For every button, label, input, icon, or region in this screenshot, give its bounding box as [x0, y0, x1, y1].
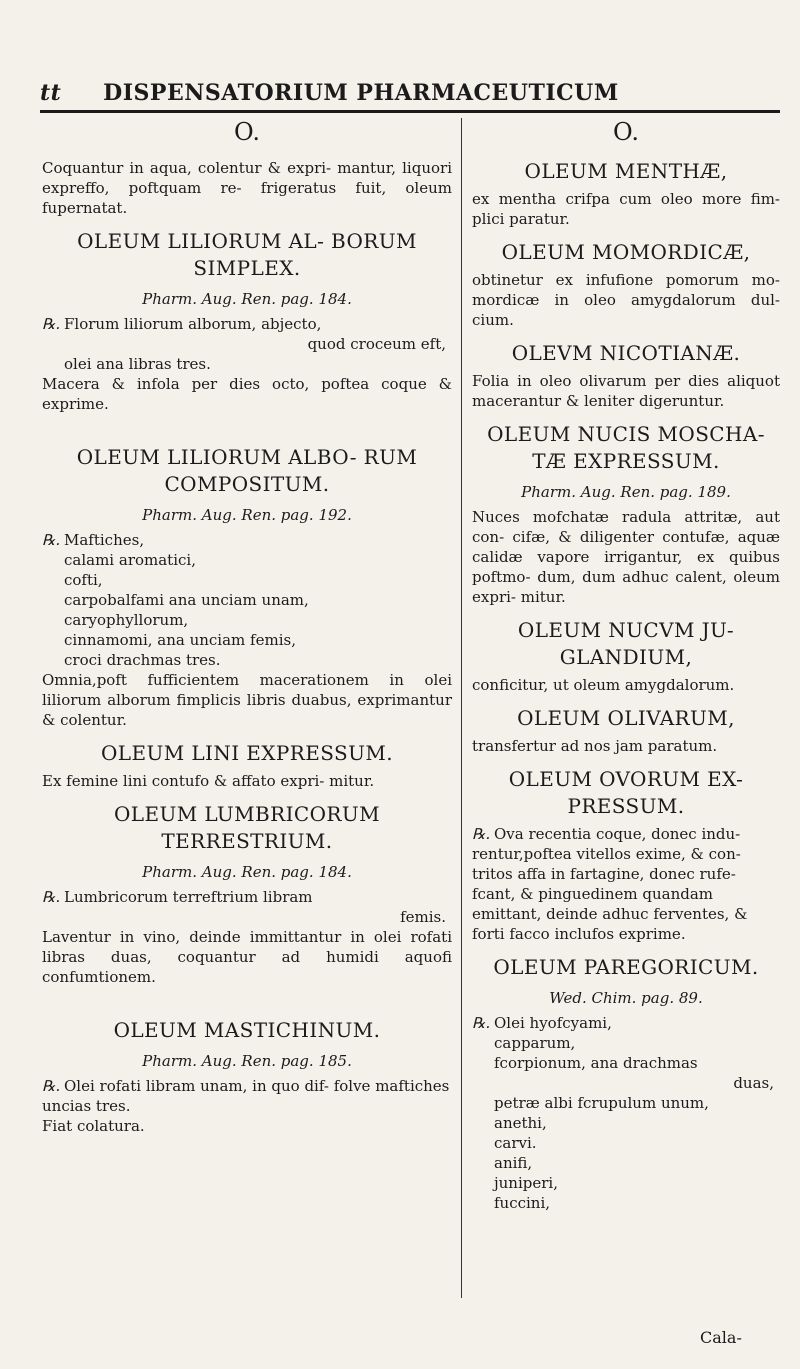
instruction: Macera & infola per dies octo, poftea coque & exprime.	[42, 375, 452, 413]
entry-heading: OLEUM MASTICHINUM.	[113, 1018, 381, 1042]
intro-paragraph: Coquantur in aqua, colentur & expri- mantur, liquori expreffo, poftquam re- frigeratus fuit, oleum fupernatat.	[42, 159, 452, 217]
instruction: conficitur, ut oleum amygdalorum.	[472, 676, 735, 694]
ingredient: cinnamomi, ana unciam femis,	[64, 631, 296, 649]
instruction: transfertur ad nos jam paratum.	[472, 737, 718, 755]
entry-heading: OLEUM NUCVM JU- GLANDIUM,	[517, 618, 735, 669]
ingredient: anethi,	[494, 1114, 547, 1132]
instruction: Omnia,poft fufficientem macerationem in olei liliorum alborum fimplicis libris duabus, exprimantur & colentur.	[42, 671, 452, 729]
recipe-symbol: ℞.	[42, 315, 61, 333]
running-title: DISPENSATORIUM PHARMACEUTICUM	[103, 80, 619, 106]
recipe-symbol: ℞.	[42, 888, 61, 906]
ingredient: juniperi,	[494, 1174, 558, 1192]
source-citation: Pharm. Aug. Ren. pag. 184.	[142, 290, 352, 308]
column-divider	[461, 118, 462, 1298]
instruction: Nuces mofchatæ radula attritæ, aut con- cifæ, & diligenter contufæ, aquæ calidæ vapore irrigantur, ex quibus poftmo- dum, dum adhuc calent, oleum expri- mitur.	[472, 508, 780, 606]
source-citation: Pharm. Aug. Ren. pag. 192.	[142, 506, 352, 524]
ingredient: fcorpionum, ana drachmas	[494, 1054, 698, 1072]
instruction: Fiat colatura.	[42, 1117, 145, 1135]
ingredient: calami aromatici,	[64, 551, 196, 569]
entry-heading: OLEUM LUMBRICORUM TERRESTRIUM.	[113, 802, 381, 853]
header-rule	[40, 110, 780, 113]
recipe-line: ℞. Olei hyofcyami,	[472, 1014, 612, 1032]
entry-heading: OLEUM LILIORUM ALBO- RUM COMPOSITUM.	[76, 445, 418, 496]
source-citation: Pharm. Aug. Ren. pag. 184.	[142, 863, 352, 881]
column-letter: O.	[234, 118, 260, 146]
entry-heading: OLEUM OVORUM EX- PRESSUM.	[508, 767, 744, 818]
instruction: Ex femine lini contufo & affato expri- mitur.	[42, 772, 375, 790]
entry-heading: OLEUM LINI EXPRESSUM.	[100, 741, 393, 765]
entry-heading: OLEVM NICOTIANÆ.	[511, 341, 741, 365]
instruction: obtinetur ex infufione pomorum mo- mordicæ in oleo amygdalorum dul- cium.	[472, 271, 780, 329]
ingredient: carpobalfami ana unciam unam,	[64, 591, 309, 609]
ingredient: fuccini,	[494, 1194, 551, 1212]
instruction: Folia in oleo olivarum per dies aliquot macerantur & leniter digeruntur.	[472, 372, 780, 410]
entry-heading: OLEUM LILIORUM AL- BORUM SIMPLEX.	[77, 229, 417, 280]
recipe-symbol: ℞.	[472, 1014, 491, 1032]
entry-heading: OLEUM PAREGORICUM.	[493, 955, 759, 979]
ingredient: capparum,	[494, 1034, 576, 1052]
ingredient: carvi.	[494, 1134, 537, 1152]
ingredient: cofti,	[64, 571, 103, 589]
recipe-line: ℞. Olei rofati libram unam, in quo dif- folve maftiches uncias tres.	[42, 1077, 450, 1115]
entry-heading: OLEUM MOMORDICÆ,	[501, 240, 751, 264]
right-column	[472, 118, 780, 1213]
instruction: Laventur in vino, deinde immittantur in olei rofati libras duas, coquantur ad humidi aquofi confumtionem.	[42, 928, 452, 986]
ingredient: anifi,	[494, 1154, 533, 1172]
recipe-line: ℞. Lumbricorum terreftrium libram	[42, 888, 313, 906]
running-head	[40, 80, 780, 106]
source-citation: Wed. Chim. pag. 89.	[549, 989, 703, 1007]
ingredient: croci drachmas tres.	[64, 651, 221, 669]
recipe-symbol: ℞.	[42, 1077, 61, 1095]
ingredient: caryophyllorum,	[64, 611, 189, 629]
source-citation: Pharm. Aug. Ren. pag. 185.	[142, 1052, 352, 1070]
ingredient: olei ana libras tres.	[64, 355, 211, 373]
recipe-line: ℞. Ova recentia coque, donec indu- rentur,poftea vitellos exime, & con- tritos affa in fartagine, donec rufe- fcant, & pinguedinem quandam emittant, deinde adhuc ferventes, & forti facco inclufos exprime.	[472, 825, 748, 943]
column-letter: O.	[613, 118, 639, 146]
recipe-symbol: ℞.	[472, 825, 491, 843]
left-column	[42, 118, 452, 1136]
page-number: tt	[40, 80, 62, 106]
ingredient: quod croceum eft,	[307, 335, 446, 353]
instruction: ex mentha crifpa cum oleo more fim- plici paratur.	[472, 190, 780, 228]
recipe-line: ℞. Florum liliorum alborum, abjecto,	[42, 315, 322, 333]
catchword: Cala-	[700, 1328, 742, 1347]
ingredient: duas,	[733, 1074, 774, 1092]
ingredient: femis.	[400, 908, 446, 926]
recipe-symbol: ℞.	[42, 531, 61, 549]
entry-heading: OLEUM MENTHÆ,	[524, 159, 728, 183]
ingredient: petræ albi fcrupulum unum,	[494, 1094, 709, 1112]
source-citation: Pharm. Aug. Ren. pag. 189.	[521, 483, 731, 501]
entry-heading: OLEUM OLIVARUM,	[517, 706, 735, 730]
recipe-line: ℞. Maftiches,	[42, 531, 145, 549]
entry-heading: OLEUM NUCIS MOSCHA- TÆ EXPRESSUM.	[487, 422, 765, 473]
